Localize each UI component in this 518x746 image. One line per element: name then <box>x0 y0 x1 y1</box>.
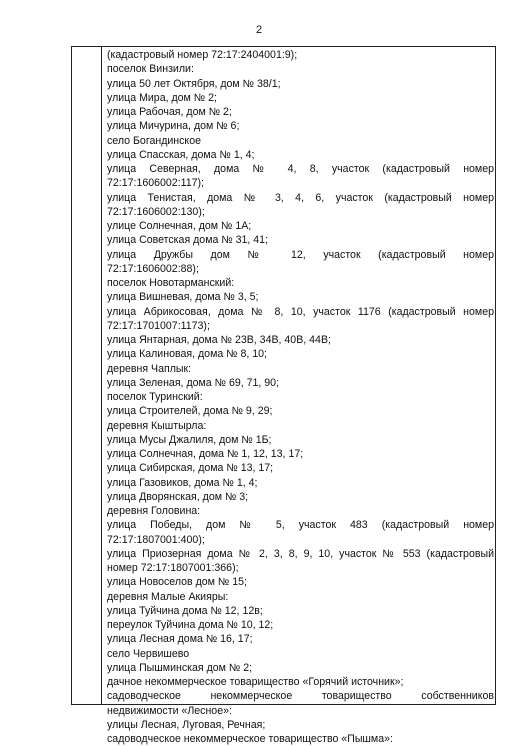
address-line: улица Солнечная, дома № 1, 12, 13, 17; <box>107 448 304 460</box>
address-line: 72:17:1701007:1173); <box>107 319 210 332</box>
address-line: улица Газовиков, дома № 1, 4; <box>107 476 258 489</box>
address-line: улица Сибирская, дома № 13, 17; <box>107 462 274 475</box>
address-line: улица Лесная дома № 16, 17; <box>107 633 253 646</box>
address-line: улица Тенистая, дома № 3, 4, 6, участок (кадастровый номер <box>107 191 494 204</box>
address-line: улица Калиновая, дома № 8, 10; <box>107 348 267 361</box>
address-line: улица Спасская, дома № 1, 4; <box>107 148 255 161</box>
address-line: (кадастровый номер 72:17:2404001:9); <box>107 49 298 61</box>
address-line: садоводческое некоммерческое товарищество «Пышма»: <box>107 733 393 745</box>
address-line: улица Абрикосовая, дома № 8, 10, участок 1176 (кадастровый номер <box>107 305 494 318</box>
address-line: деревня Головина: <box>107 505 201 517</box>
address-line: улица Туйчина дома № 12, 12в; <box>107 604 263 617</box>
address-line: номер 72:17:1807001:366); <box>107 562 239 574</box>
address-list <box>107 48 494 746</box>
address-line: улица Северная, дома № 4, 8, участок (кадастровый номер <box>107 163 494 175</box>
address-line: садоводческое некоммерческое товарищество собственников <box>107 690 494 703</box>
address-line: село Червишево <box>107 647 190 660</box>
address-line: улица Победы, дом № 5, участок 483 (кадастровый номер <box>107 519 494 532</box>
address-line: 72:17:1606002:130); <box>107 205 205 218</box>
table-left-column <box>72 47 102 704</box>
address-line: улица 50 лет Октября, дом № 38/1; <box>107 77 281 90</box>
address-line: улица Пышминская дом № 2; <box>107 661 253 674</box>
address-line: улице Солнечная, дом № 1А; <box>107 220 252 232</box>
address-line: поселок Винзили: <box>107 63 194 76</box>
address-line: улица Строителей, дома № 9, 29; <box>107 405 273 418</box>
address-line: деревня Чаплык: <box>107 362 192 375</box>
address-line: поселок Туринский: <box>107 391 203 403</box>
address-line: деревня Малые Акияры: <box>107 590 229 603</box>
address-line: улица Мира, дом № 2; <box>107 91 217 104</box>
page-number: 2 <box>255 24 263 36</box>
address-line: 72:17:1807001:400); <box>107 533 205 546</box>
address-line: 72:17:1606002:88); <box>107 262 199 275</box>
address-line: улица Дворянская, дом № 3; <box>107 490 249 503</box>
address-line: улицы Лесная, Луговая, Речная; <box>107 718 266 731</box>
address-line: улица Мичурина, дом № 6; <box>107 120 240 133</box>
address-line: улица Вишневая, дома № 3, 5; <box>107 291 259 304</box>
address-line: деревня Кыштырла: <box>107 419 207 432</box>
address-line: улица Янтарная, дома № 23В, 34В, 40В, 44В; <box>107 334 331 346</box>
address-line: улица Новоселов дом № 15; <box>107 576 247 589</box>
address-table <box>71 46 496 745</box>
address-line: улица Дружбы дом № 12, участок (кадастровый номер <box>107 248 494 261</box>
address-line: 72:17:1606002:117); <box>107 177 204 190</box>
address-line: улица Зеленая, дома № 69, 71, 90; <box>107 376 280 389</box>
address-line: переулок Туйчина дома № 10, 12; <box>107 619 274 631</box>
address-line: село Богандинское <box>107 134 201 147</box>
address-line: поселок Новотарманский: <box>107 277 235 289</box>
address-line: улица Мусы Джалиля, дом № 1Б; <box>107 433 272 446</box>
address-line: улица Рабочая, дом № 2; <box>107 106 232 118</box>
address-line: дачное некоммерческое товарищество «Горячий источник»; <box>107 676 404 688</box>
address-line: улица Советская дома № 31, 41; <box>107 234 269 247</box>
address-line: недвижимости «Лесное»: <box>107 704 232 717</box>
address-line: улица Приозерная дома № 2, 3, 8, 9, 10, участок № 553 (кадастровый <box>107 547 494 560</box>
